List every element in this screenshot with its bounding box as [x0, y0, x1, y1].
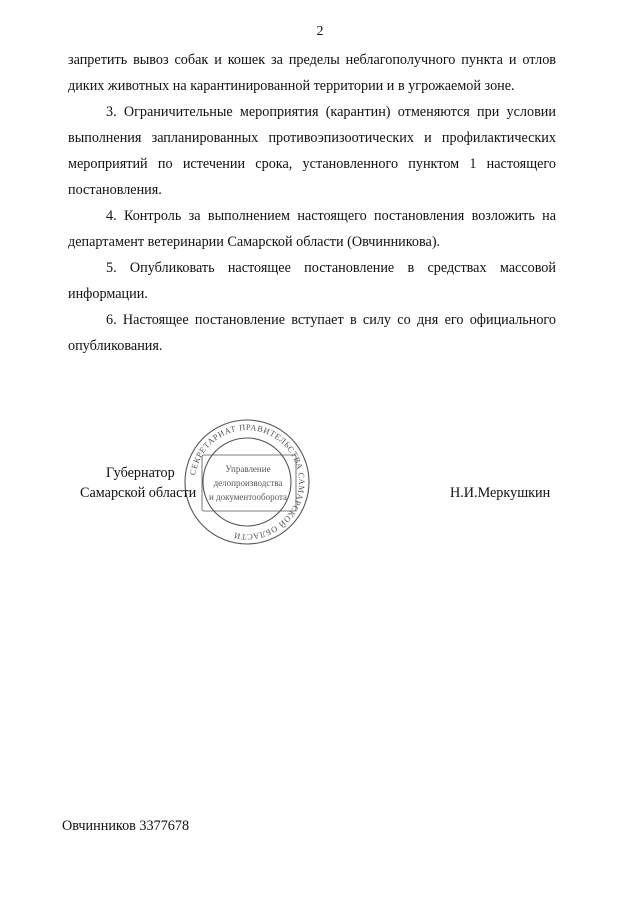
document-body	[68, 47, 556, 359]
signatory-title-line1: Губернатор	[106, 465, 175, 481]
stamp-ring-text: СЕКРЕТАРИАТ ПРАВИТЕЛЬСТВА САМАРСКОЙ ОБЛАСТИ	[188, 422, 307, 542]
signatory-title-line2: Самарской области	[80, 485, 197, 501]
stamp-center-line3: и документооборота	[208, 492, 288, 502]
signatory-name: Н.И.Меркушкин	[450, 485, 551, 501]
signatory-title	[80, 463, 196, 503]
paragraph-item-6: 6. Настоящее постановление вступает в силу со дня его официального опубликования.	[68, 312, 556, 354]
paragraph-continuation: запретить вывоз собак и кошек за пределы неблагополучного пункта и отлов диких животных на карантинированной территории и в угрожаемой зоне.	[68, 52, 556, 94]
paragraph-item-4: 4. Контроль за выполнением настоящего постановления возложить на департамент ветеринарии Самарской области (Овчинникова).	[68, 208, 556, 250]
paragraph-item-5: 5. Опубликовать настоящее постановление в средствах массовой информации.	[68, 260, 556, 302]
page-number: 2	[316, 24, 324, 39]
stamp-center-line2: делопроизводства	[213, 478, 283, 488]
official-seal-stamp	[182, 417, 312, 547]
paragraph-item-3: 3. Ограничительные мероприятия (карантин) отменяются при условии выполнения запланированных противоэпизоотических и профилактических мероприятий по истечении срока, установленного пунктом 1 настоящего постановления.	[68, 104, 556, 198]
stamp-center-line1: Управление	[225, 464, 271, 474]
executor-note: Овчинников 3377678	[62, 818, 190, 834]
